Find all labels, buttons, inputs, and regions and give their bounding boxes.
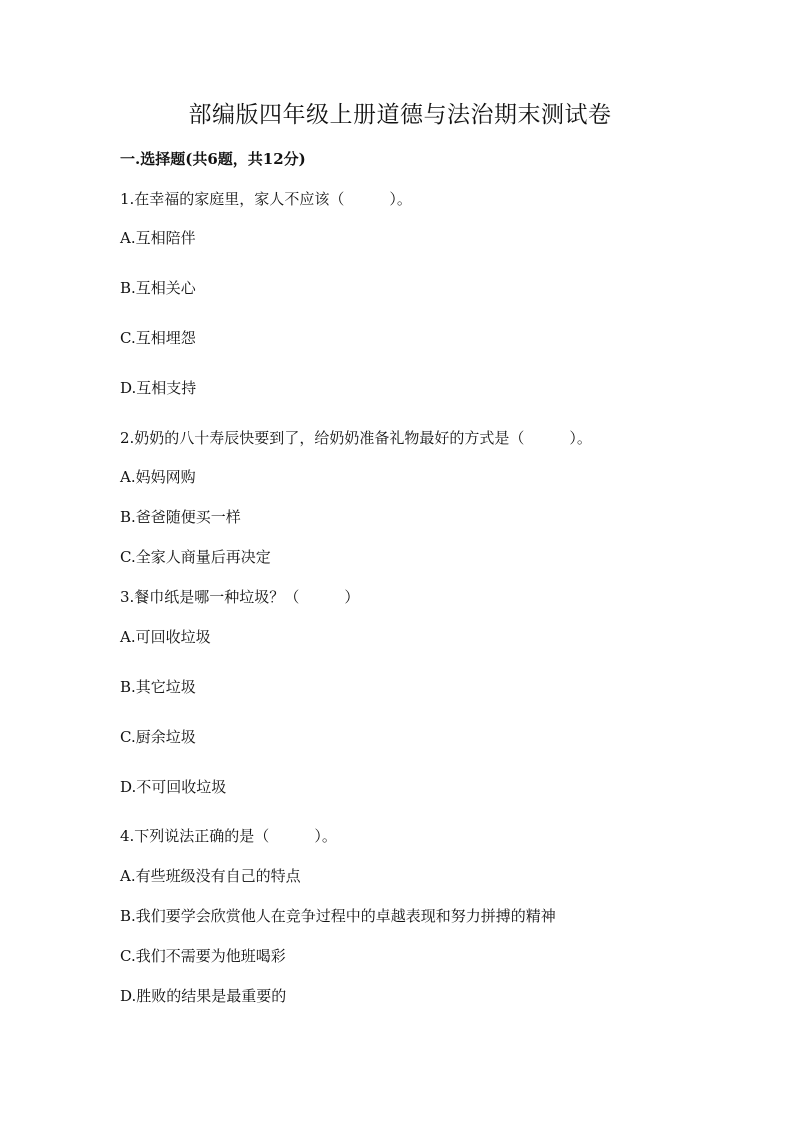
- question-1-stem: 1.在幸福的家庭里，家人不应该（ ）。: [120, 190, 412, 208]
- question-4-option-b: B.我们要学会欣赏他人在竞争过程中的卓越表现和努力拼搏的精神: [120, 907, 556, 925]
- page-title: 部编版四年级上册道德与法治期末测试卷: [188, 102, 612, 128]
- section-heading: 一.选择题(共6题，共12分): [120, 150, 306, 168]
- question-2-stem: 2.奶奶的八十寿辰快要到了，给奶奶准备礼物最好的方式是（ ）。: [120, 429, 592, 447]
- question-4-stem: 4.下列说法正确的是（ ）。: [120, 827, 337, 845]
- question-3-option-a: A.可回收垃圾: [120, 628, 211, 646]
- question-2-option-b: B.爸爸随便买一样: [120, 508, 241, 526]
- question-3-stem: 3.餐巾纸是哪一种垃圾？（ ）: [120, 588, 360, 606]
- question-4-option-a: A.有些班级没有自己的特点: [120, 867, 301, 885]
- question-1-option-c: C.互相埋怨: [120, 329, 196, 347]
- question-1-option-b: B.互相关心: [120, 279, 196, 297]
- question-2-option-a: A.妈妈网购: [120, 468, 196, 486]
- question-3-option-b: B.其它垃圾: [120, 678, 196, 696]
- question-4-option-d: D.胜败的结果是最重要的: [120, 987, 287, 1005]
- question-4-option-c: C.我们不需要为他班喝彩: [120, 947, 286, 965]
- question-1-option-a: A.互相陪伴: [120, 229, 196, 247]
- question-2-option-c: C.全家人商量后再决定: [120, 548, 271, 566]
- question-1-option-d: D.互相支持: [120, 379, 197, 397]
- question-3-option-c: C.厨余垃圾: [120, 728, 196, 746]
- question-3-option-d: D.不可回收垃圾: [120, 778, 227, 796]
